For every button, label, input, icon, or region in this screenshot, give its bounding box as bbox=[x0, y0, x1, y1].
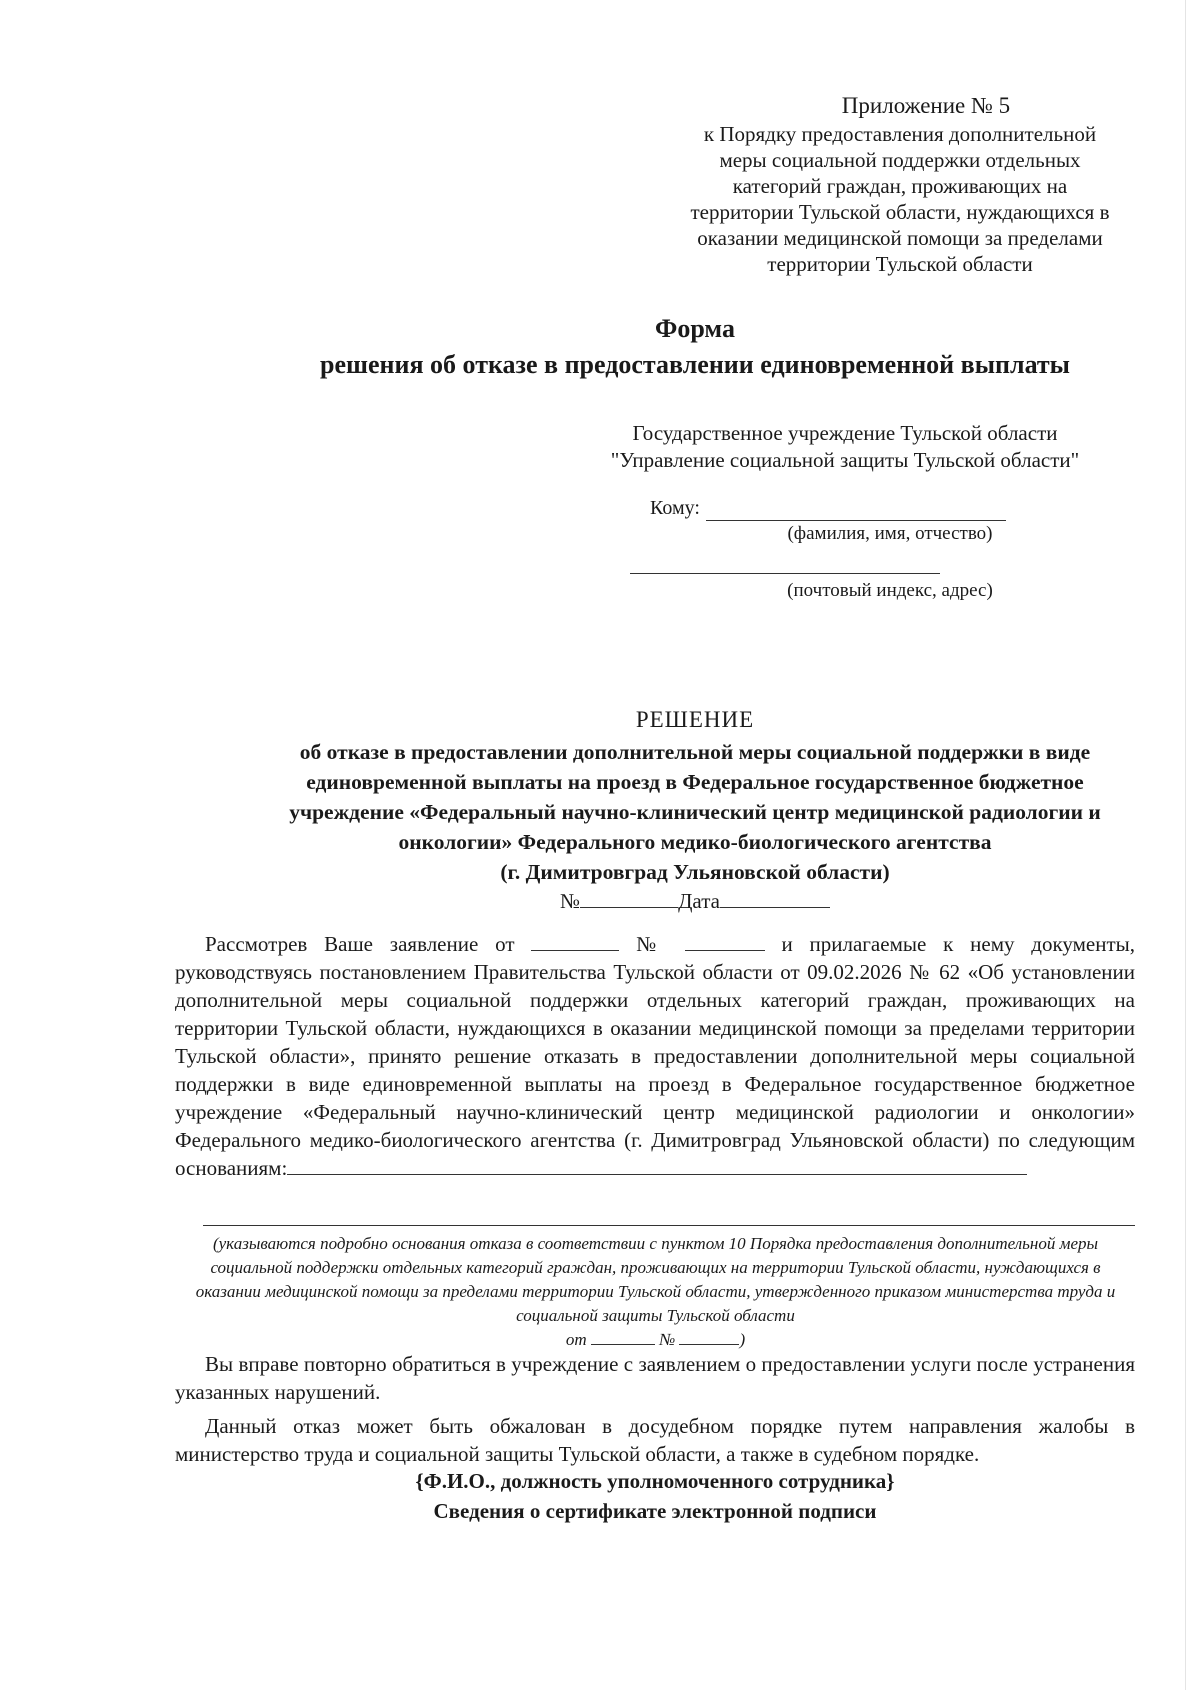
institution-block bbox=[580, 420, 1110, 474]
grounds-note-number-label: № bbox=[659, 1330, 676, 1349]
institution-line2: "Управление социальной защиты Тульской области" bbox=[610, 448, 1080, 472]
appendix-line: территории Тульской области, нуждающихся в bbox=[690, 200, 1110, 224]
appendix-block bbox=[640, 93, 1160, 277]
appendix-line: оказании медицинской помощи за пределами bbox=[697, 226, 1103, 250]
decision-number-field[interactable] bbox=[580, 889, 678, 908]
appendix-line: территории Тульской области bbox=[767, 252, 1033, 276]
recipient-address-hint: (почтовый индекс, адрес) bbox=[787, 580, 993, 601]
form-title-line1: Форма bbox=[655, 314, 735, 343]
recipient-name-hint: (фамилия, имя, отчество) bbox=[787, 523, 993, 544]
rights-paragraph-reapply: Вы вправе повторно обратиться в учреждение с заявлением о предоставлении услуги после устранения указанных нарушений. bbox=[175, 1352, 1135, 1404]
decision-date-field[interactable] bbox=[720, 889, 830, 908]
decision-subject-line: учреждение «Федеральный научно-клинический центр медицинской радиологии и bbox=[289, 800, 1101, 824]
decision-block bbox=[150, 705, 1200, 915]
institution-line1: Государственное учреждение Тульской области bbox=[632, 421, 1058, 445]
decision-subject-line: онкологии» Федерального медико-биологического агентства bbox=[398, 830, 992, 854]
decision-body-paragraph bbox=[175, 930, 1135, 1182]
decision-subject bbox=[150, 737, 1200, 887]
appendix-line: категорий граждан, проживающих на bbox=[732, 174, 1068, 198]
grounds-note-text: (указываются подробно основания отказа в соответствии с пунктом 10 Порядка предоставления дополнительной меры социальной поддержки отдельных категорий граждан, проживающих на территории Тульской области, нуждающихся в оказании медицинской помощи за пределами территории Тульской области, утвержденного приказом министерства труда и социальной защиты Тульской области bbox=[195, 1234, 1116, 1325]
recipient-to-label: Кому: bbox=[650, 497, 700, 519]
decision-number-label: № bbox=[560, 889, 581, 913]
rights-paragraph-appeal: Данный отказ может быть обжалован в досудебном порядке путем направления жалобы в министерство труда и социальной защиты Тульской области, а также в судебном порядке. bbox=[175, 1414, 1135, 1466]
grounds-note-from-label: от bbox=[565, 1330, 587, 1349]
signature-official: {Ф.И.О., должность уполномоченного сотрудника} bbox=[415, 1469, 895, 1493]
decision-heading: РЕШЕНИЕ bbox=[635, 707, 755, 732]
recipient-address-field[interactable] bbox=[630, 553, 940, 574]
order-date-field[interactable] bbox=[591, 1330, 655, 1345]
signature-certificate: Сведения о сертификате электронной подписи bbox=[433, 1499, 877, 1523]
decision-subject-line: (г. Димитровград Ульяновской области) bbox=[500, 860, 890, 884]
decision-date-label: Дата bbox=[678, 889, 720, 913]
body-part1: Рассмотрев Ваше заявление от bbox=[205, 932, 515, 956]
application-date-field[interactable] bbox=[531, 932, 619, 951]
recipient-name-row bbox=[650, 495, 1070, 521]
body-part3: и прилагаемые к нему документы, руководствуясь постановлением Правительства Тульской области от 09.02.2026 № 62 «Об установлении дополнительной меры социальной поддержки отдельных категорий граждан, проживающих на территории Тульской области, нуждающихся в оказании медицинской помощи за пределами территории Тульской области», принято решение отказать в предоставлении дополнительной меры социальной поддержки в виде единовременной выплаты на проезд в Федеральное государственное бюджетное учреждение «Федеральный научно-клинический центр медицинской радиологии и онкологии» Федерального медико-биологического агентства (г. Димитровград Ульяновской области) по следующим основаниям: bbox=[175, 932, 1136, 1180]
decision-subject-line: об отказе в предоставлении дополнительной меры социальной поддержки в виде bbox=[299, 740, 1091, 764]
body-part2: № bbox=[636, 932, 668, 956]
decision-body bbox=[175, 930, 1135, 1182]
form-title bbox=[150, 311, 1200, 383]
decision-number-date bbox=[150, 887, 1200, 915]
order-number-field[interactable] bbox=[679, 1330, 739, 1345]
rights-block bbox=[175, 1350, 1135, 1474]
application-number-field[interactable] bbox=[685, 932, 765, 951]
grounds-note bbox=[178, 1232, 1133, 1352]
decision-subject-line: единовременной выплаты на проезд в Федеральное государственное бюджетное bbox=[306, 770, 1084, 794]
grounds-extra-line[interactable] bbox=[203, 1225, 1135, 1226]
signature-block bbox=[175, 1466, 1135, 1526]
recipient-name-field[interactable] bbox=[706, 500, 1006, 521]
appendix-line: к Порядку предоставления дополнительной bbox=[703, 122, 1097, 146]
grounds-field[interactable] bbox=[287, 1156, 1027, 1175]
grounds-note-close: ) bbox=[739, 1330, 746, 1349]
appendix-line: меры социальной поддержки отдельных bbox=[719, 148, 1081, 172]
recipient-address-row bbox=[650, 553, 1070, 574]
appendix-title: Приложение № 5 bbox=[841, 93, 1011, 118]
form-title-line2: решения об отказе в предоставлении единовременной выплаты bbox=[320, 350, 1070, 379]
recipient-block bbox=[650, 495, 1070, 604]
